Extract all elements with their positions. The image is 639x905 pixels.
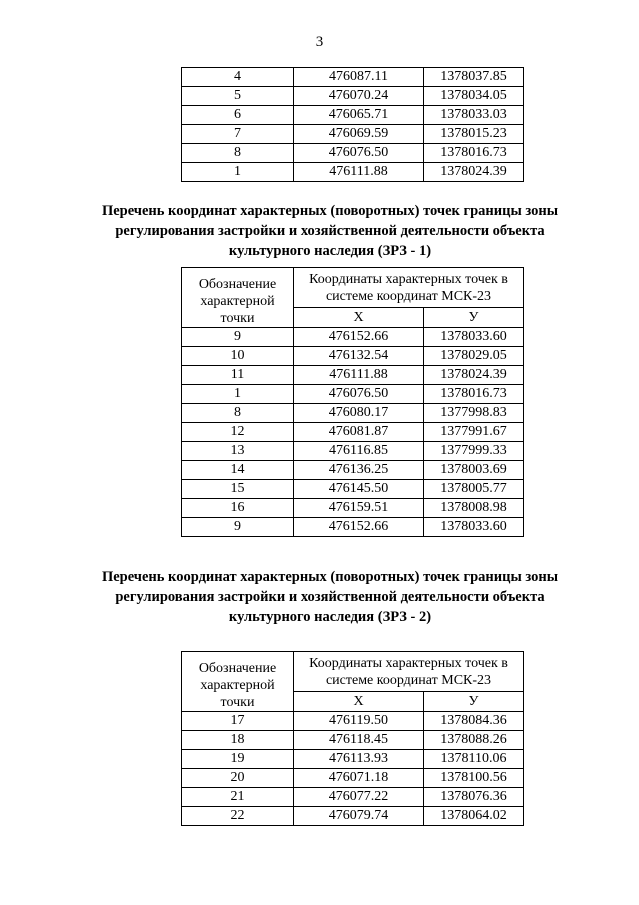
cell-x: 476070.24 [294,87,424,106]
cell-point: 8 [182,144,294,163]
cell-y: 1378084.36 [424,712,524,731]
cell-y: 1378110.06 [424,750,524,769]
table-row [182,106,524,125]
coordinates-table-zrz1 [181,267,524,537]
column-header-point: Обозначение характерной точки [182,652,294,712]
cell-x: 476079.74 [294,807,424,826]
cell-y: 1378064.02 [424,807,524,826]
cell-y: 1378024.39 [424,366,524,385]
table-row [182,423,524,442]
cell-x: 476080.17 [294,404,424,423]
cell-y: 1377999.33 [424,442,524,461]
table-row [182,807,524,826]
cell-y: 1377991.67 [424,423,524,442]
column-header-y: У [424,692,524,712]
section-heading-zrz1 [80,201,580,261]
cell-y: 1378034.05 [424,87,524,106]
cell-point: 8 [182,404,294,423]
column-header-x: X [294,308,424,328]
cell-point: 18 [182,731,294,750]
cell-point: 14 [182,461,294,480]
cell-y: 1378016.73 [424,144,524,163]
table-row [182,480,524,499]
cell-x: 476145.50 [294,480,424,499]
cell-point: 9 [182,518,294,537]
page-number: 3 [315,34,324,50]
table-row [182,788,524,807]
cell-point: 15 [182,480,294,499]
table-row [182,163,524,182]
column-header-y: У [424,308,524,328]
cell-point: 21 [182,788,294,807]
cell-x: 476132.54 [294,347,424,366]
table-row [182,125,524,144]
table-row [182,769,524,788]
cell-point: 1 [182,385,294,404]
cell-y: 1377998.83 [424,404,524,423]
heading-line: Перечень координат характерных (поворотных) точек границы зоны [101,203,559,219]
cell-x: 476113.93 [294,750,424,769]
table-row [182,499,524,518]
table-row [182,68,524,87]
cell-point: 11 [182,366,294,385]
cell-x: 476065.71 [294,106,424,125]
heading-line: регулирования застройки и хозяйственной деятельности объекта [115,589,545,605]
cell-point: 6 [182,106,294,125]
cell-y: 1378033.60 [424,518,524,537]
table-row [182,731,524,750]
table-row [182,347,524,366]
cell-point: 16 [182,499,294,518]
heading-line: культурного наследия (ЗРЗ - 1) [228,243,432,259]
cell-point: 12 [182,423,294,442]
cell-x: 476076.50 [294,385,424,404]
table-row [182,328,524,347]
column-header-point: Обозначение характерной точки [182,268,294,328]
cell-point: 4 [182,68,294,87]
cell-point: 22 [182,807,294,826]
cell-x: 476076.50 [294,144,424,163]
cell-y: 1378024.39 [424,163,524,182]
cell-y: 1378037.85 [424,68,524,87]
cell-x: 476077.22 [294,788,424,807]
cell-y: 1378029.05 [424,347,524,366]
cell-y: 1378008.98 [424,499,524,518]
heading-line: регулирования застройки и хозяйственной деятельности объекта [115,223,545,239]
cell-y: 1378033.60 [424,328,524,347]
cell-x: 476118.45 [294,731,424,750]
coordinates-table-zrz2 [181,651,524,826]
cell-x: 476119.50 [294,712,424,731]
cell-y: 1378016.73 [424,385,524,404]
cell-y: 1378033.03 [424,106,524,125]
cell-y: 1378100.56 [424,769,524,788]
cell-y: 1378005.77 [424,480,524,499]
table-row [182,144,524,163]
cell-y: 1378015.23 [424,125,524,144]
coordinates-table-continuation [181,67,524,182]
table-row [182,518,524,537]
cell-x: 476159.51 [294,499,424,518]
cell-x: 476087.11 [294,68,424,87]
table-row [182,712,524,731]
cell-x: 476071.18 [294,769,424,788]
table-row [182,750,524,769]
cell-x: 476152.66 [294,328,424,347]
cell-x: 476111.88 [294,366,424,385]
cell-x: 476081.87 [294,423,424,442]
table-row [182,404,524,423]
heading-line: Перечень координат характерных (поворотных) точек границы зоны [101,569,559,585]
cell-y: 1378076.36 [424,788,524,807]
cell-y: 1378088.26 [424,731,524,750]
table-row [182,442,524,461]
table-row [182,461,524,480]
table-row [182,87,524,106]
cell-x: 476069.59 [294,125,424,144]
cell-x: 476136.25 [294,461,424,480]
table-row [182,385,524,404]
cell-point: 13 [182,442,294,461]
cell-point: 17 [182,712,294,731]
heading-line: культурного наследия (ЗРЗ - 2) [228,609,432,625]
cell-point: 20 [182,769,294,788]
cell-point: 7 [182,125,294,144]
cell-x: 476111.88 [294,163,424,182]
column-header-coordinates: Координаты характерных точек в системе координат МСК-23 [294,652,524,692]
cell-y: 1378003.69 [424,461,524,480]
section-heading-zrz2 [80,567,580,627]
cell-point: 1 [182,163,294,182]
cell-x: 476116.85 [294,442,424,461]
cell-point: 5 [182,87,294,106]
column-header-coordinates: Координаты характерных точек в системе координат МСК-23 [294,268,524,308]
cell-x: 476152.66 [294,518,424,537]
cell-point: 9 [182,328,294,347]
table-row [182,366,524,385]
cell-point: 19 [182,750,294,769]
cell-point: 10 [182,347,294,366]
column-header-x: X [294,692,424,712]
